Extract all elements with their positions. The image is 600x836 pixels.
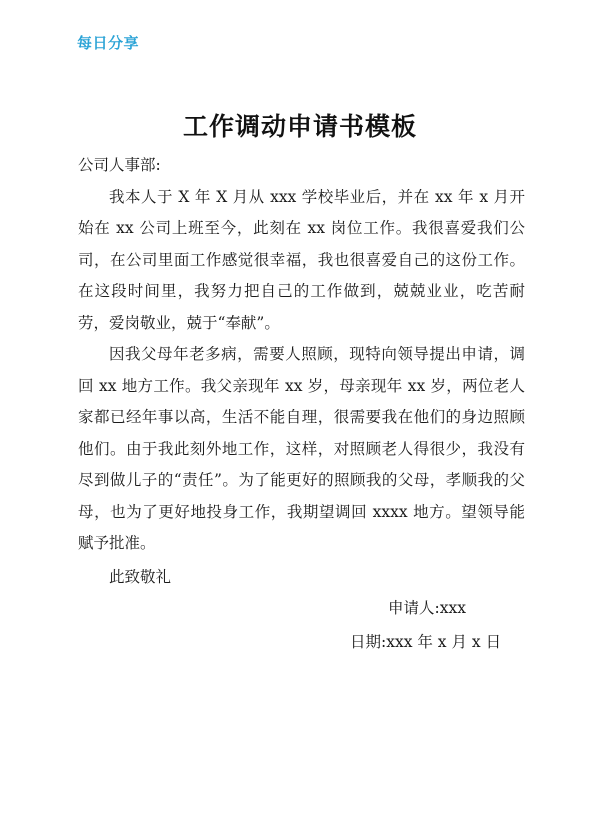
- document-title: 工作调动申请书模板: [182, 111, 417, 141]
- brand-label: 每日分享: [77, 34, 140, 52]
- date-line: 日期:xxx 年 x 月 x 日: [350, 633, 502, 651]
- letter-body: [78, 150, 525, 593]
- applicant-signature: 申请人:xxx: [388, 599, 466, 617]
- paragraph-2: 因我父母年老多病，需要人照顾，现特向领导提出申请，调回 xx 地方工作。我父亲现年 xx 岁，母亲现年 xx 岁，两位老人家都已经年事以高，生活不能自理，很需要我在他们的身边照顾他们。由于我此刻外地工作，这样，对照顾老人得很少，我没有尽到做儿子的“责任”。为了能更好的照顾我的父母，孝顺我的父母，也为了更好地投身工作，我期望调回 xxxx 地方。望领导能赋予批准。: [78, 345, 525, 552]
- closing: 此致敬礼: [109, 567, 172, 586]
- salutation: 公司人事部:: [78, 156, 161, 174]
- paragraph-1: 我本人于 X 年 X 月从 xxx 学校毕业后，并在 xx 年 x 月开始在 xx 公司上班至今，此刻在 xx 岗位工作。我很喜爱我们公司，在公司里面工作感觉很幸福，我也很喜爱自己的这份工作。在这段时间里，我努力把自己的工作做到，兢兢业业，吃苦耐劳，爱岗敬业，兢于“奉献”。: [78, 187, 525, 332]
